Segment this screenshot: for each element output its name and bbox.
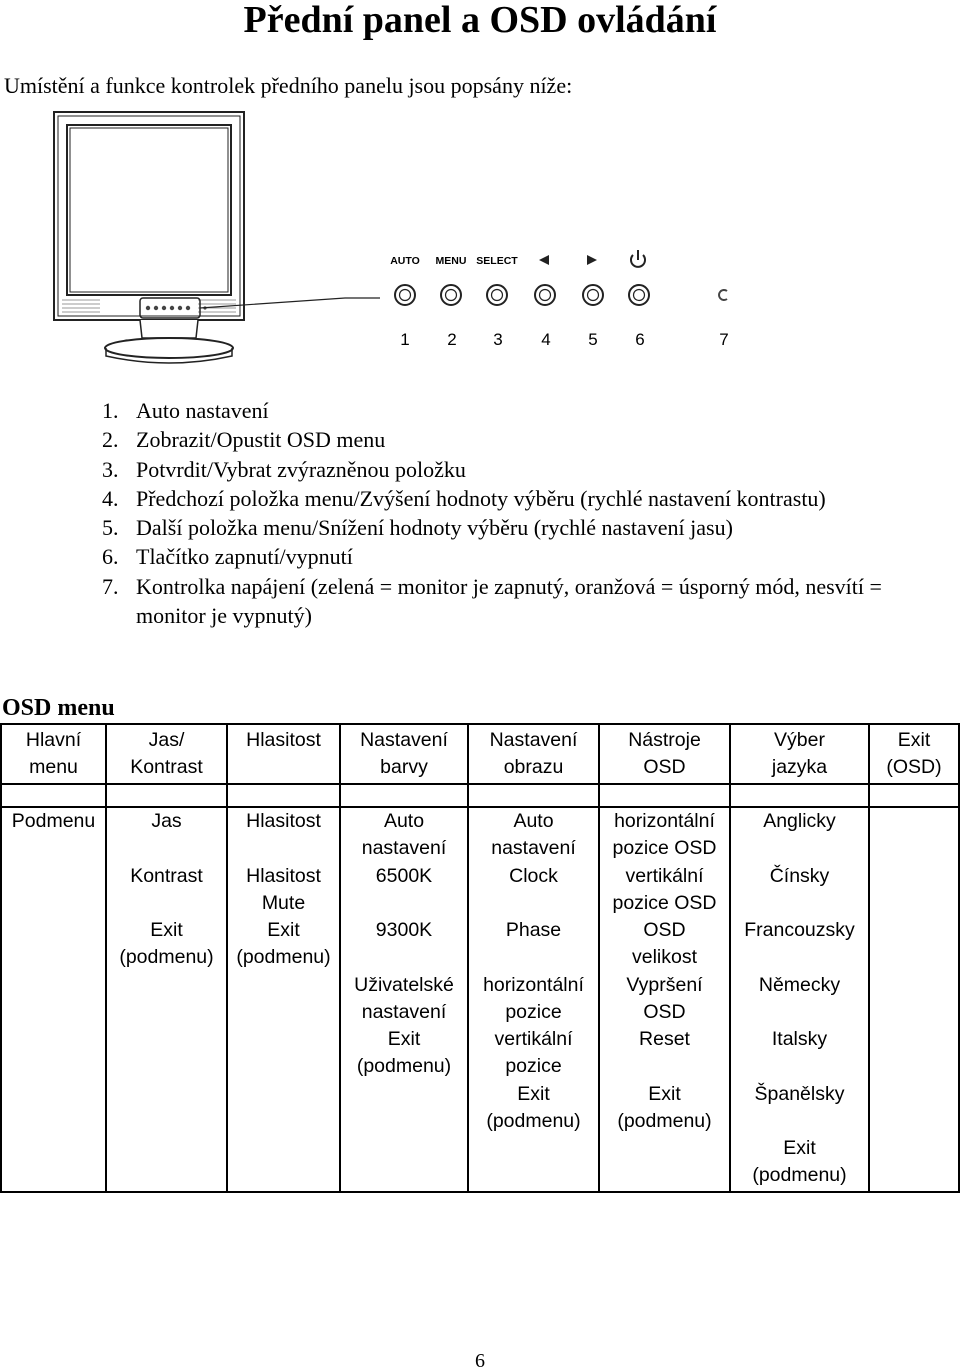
- table-cell: [106, 1135, 227, 1192]
- table-cell: [106, 1026, 227, 1081]
- table-row: [1, 863, 959, 918]
- power-icon: [631, 250, 645, 267]
- button-legend: [100, 396, 940, 630]
- cell-text: Clock: [509, 864, 558, 887]
- cell-text: Francouzsky: [744, 919, 855, 941]
- table-cell: [599, 863, 730, 918]
- cell-text: 9300K: [375, 919, 433, 941]
- table-cell: [869, 917, 959, 972]
- cell-text: Kontrast: [130, 756, 203, 778]
- table-cell: [227, 724, 340, 784]
- menu-label: MENU: [435, 255, 467, 267]
- table-cell: [468, 972, 599, 1027]
- table-cell: [730, 972, 869, 1027]
- table-cell: [869, 863, 959, 918]
- legend-item: [100, 425, 940, 454]
- table-cell: [599, 1081, 730, 1136]
- cell-text: 6500K: [375, 864, 433, 887]
- left-button[interactable]: [535, 285, 555, 305]
- legend-text: Potvrdit/Vybrat zvýrazněnou položku: [136, 456, 466, 482]
- cell-text: Hlavní: [25, 729, 82, 751]
- table-cell: [869, 972, 959, 1027]
- legend-number: 1.: [102, 398, 119, 423]
- legend-item: [100, 455, 940, 484]
- button-number: 6: [635, 330, 645, 349]
- table-cell: [1, 972, 106, 1027]
- table-cell: [869, 724, 959, 784]
- select-button[interactable]: [487, 285, 507, 305]
- table-cell: [730, 784, 869, 807]
- table-cell: [227, 917, 340, 972]
- cell-text: Vypršení: [626, 973, 703, 996]
- table-cell: [468, 917, 599, 972]
- legend-number: 7.: [102, 573, 119, 599]
- table-cell: [1, 724, 106, 784]
- table-row: [1, 807, 959, 863]
- cell-text: (podmenu): [356, 1055, 452, 1077]
- table-cell: [106, 784, 227, 807]
- table-cell: [730, 863, 869, 918]
- legend-text: Kontrolka napájení (zelená = monitor je zapnutý, oranžová = úsporný mód, nesvítí = monitor je vypnutý): [136, 573, 882, 629]
- table-cell: [340, 1135, 468, 1192]
- cell-text: Uživatelské: [354, 973, 454, 996]
- cell-text: pozice OSD: [612, 837, 717, 859]
- cell-text: OSD: [643, 756, 686, 778]
- table-cell: [1, 1026, 106, 1081]
- legend-number: 3.: [102, 456, 119, 482]
- table-cell: [869, 807, 959, 863]
- cell-text: Hlasitost: [246, 810, 321, 832]
- cell-text: Exit: [267, 919, 300, 941]
- right-arrow-icon: [587, 255, 597, 265]
- table-cell: [340, 784, 468, 807]
- table-cell: [599, 1026, 730, 1081]
- legend-number: 2.: [102, 427, 119, 453]
- cell-text: nastavení: [361, 1000, 447, 1023]
- cell-text: Phase: [505, 919, 562, 941]
- cell-text: vertikální: [625, 864, 704, 887]
- monitor-illustration: [54, 112, 244, 363]
- table-row: [1, 1081, 959, 1136]
- legend-item: [100, 572, 940, 631]
- legend-text: Auto nastavení: [136, 398, 269, 423]
- cell-text: Exit: [387, 1028, 421, 1050]
- table-cell: [599, 807, 730, 863]
- table-cell: [1, 917, 106, 972]
- cell-text: Exit: [783, 1137, 816, 1159]
- cell-text: Jas/: [148, 729, 185, 751]
- right-button[interactable]: [583, 285, 603, 305]
- cell-text: OSD: [643, 1000, 686, 1023]
- table-cell: [599, 724, 730, 784]
- cell-text: horizontální: [483, 973, 584, 996]
- cell-text: pozice OSD: [612, 891, 717, 914]
- osd-menu-table: [0, 723, 960, 1193]
- cell-text: Reset: [639, 1028, 690, 1050]
- table-cell: [1, 807, 106, 863]
- table-cell: [730, 807, 869, 863]
- cell-text: Exit: [150, 919, 183, 941]
- cell-text: Výber: [774, 729, 825, 751]
- button-number: 4: [541, 330, 551, 349]
- table-cell: [468, 863, 599, 918]
- table-cell: [1, 1135, 106, 1192]
- intro-text: Umístění a funkce kontrolek předního panelu jsou popsány níže:: [4, 73, 573, 98]
- led-number: 7: [719, 330, 729, 349]
- table-cell: [1, 863, 106, 918]
- cell-text: horizontální: [614, 810, 715, 832]
- auto-label: AUTO: [390, 255, 420, 267]
- legend-item: [100, 484, 940, 513]
- cell-text: (podmenu): [617, 1109, 712, 1132]
- table-cell: [227, 784, 340, 807]
- button-panel: [390, 250, 729, 349]
- table-cell: [599, 917, 730, 972]
- cell-text: Jas: [151, 810, 182, 832]
- table-cell: [106, 807, 227, 863]
- legend-text: Zobrazit/Opustit OSD menu: [136, 427, 386, 453]
- table-cell: [468, 724, 599, 784]
- left-arrow-icon: [539, 255, 549, 265]
- table-cell: [599, 1135, 730, 1192]
- table-cell: [869, 1081, 959, 1136]
- table-cell: [869, 1135, 959, 1192]
- cell-text: Podmenu: [11, 810, 96, 832]
- table-header-row: [1, 724, 959, 784]
- power-led-icon: [719, 290, 727, 300]
- legend-number: 6.: [102, 544, 119, 570]
- cell-text: nastavení: [361, 837, 447, 859]
- cell-text: pozice: [505, 1000, 562, 1023]
- cell-text: Mute: [261, 891, 306, 914]
- cell-text: obrazu: [503, 756, 564, 778]
- table-cell: [340, 724, 468, 784]
- legend-text: Další položka menu/Snížení hodnoty výběru (rychlé nastavení jasu): [136, 515, 733, 541]
- legend-number: 4.: [102, 485, 119, 511]
- menu-button[interactable]: [441, 285, 461, 305]
- cell-text: Anglicky: [763, 810, 836, 832]
- table-cell: [340, 807, 468, 863]
- table-cell: [1, 1081, 106, 1136]
- table-cell: [340, 1081, 468, 1136]
- cell-text: jazyka: [771, 756, 828, 778]
- table-cell: [106, 917, 227, 972]
- cell-text: Nastavení: [360, 729, 448, 751]
- table-cell: [730, 1135, 869, 1192]
- cell-text: Nástroje: [628, 729, 701, 751]
- table-cell: [468, 1081, 599, 1136]
- page-number: 6: [475, 1350, 485, 1372]
- button-number: 1: [400, 330, 410, 349]
- cell-text: OSD: [643, 919, 686, 941]
- panel-buttons: [395, 285, 649, 305]
- table-cell: [227, 1135, 340, 1192]
- cell-text: menu: [29, 756, 78, 778]
- cell-text: Nastavení: [489, 729, 578, 751]
- table-cell: [106, 1081, 227, 1136]
- cell-text: velikost: [631, 946, 698, 968]
- table-cell: [468, 1135, 599, 1192]
- legend-text: Předchozí položka menu/Zvýšení hodnoty výběru (rychlé nastavení kontrastu): [136, 485, 826, 511]
- table-cell: [106, 724, 227, 784]
- table-row: [1, 972, 959, 1027]
- button-numbers: [400, 330, 728, 349]
- auto-button[interactable]: [395, 285, 415, 305]
- table-row: [1, 1026, 959, 1081]
- cell-text: Auto: [383, 810, 425, 832]
- legend-item: [100, 513, 940, 542]
- legend-number: 5.: [102, 515, 119, 541]
- legend-item: [100, 396, 940, 425]
- table-cell: [227, 1081, 340, 1136]
- front-panel-figure: [0, 100, 960, 400]
- table-cell: [468, 1026, 599, 1081]
- legend-item: [100, 542, 940, 571]
- cell-text: barvy: [380, 756, 428, 778]
- table-spacer-row: [1, 784, 959, 807]
- cell-text: (podmenu): [236, 946, 331, 968]
- legend-text: Tlačítko zapnutí/vypnutí: [136, 544, 353, 570]
- button-number: 2: [447, 330, 457, 349]
- button-number: 3: [493, 330, 503, 349]
- cell-text: (podmenu): [752, 1164, 847, 1186]
- cell-text: Hlasitost: [246, 864, 321, 887]
- table-cell: [227, 863, 340, 918]
- table-cell: [730, 1026, 869, 1081]
- cell-text: Auto: [513, 810, 554, 832]
- table-cell: [227, 972, 340, 1027]
- cell-text: pozice: [505, 1055, 562, 1077]
- table-cell: [730, 724, 869, 784]
- cell-text: Exit: [648, 1082, 681, 1105]
- osd-heading: OSD menu: [2, 695, 115, 721]
- table-cell: [106, 863, 227, 918]
- table-cell: [227, 1026, 340, 1081]
- cell-text: Čínsky: [769, 864, 830, 887]
- table-cell: [340, 1026, 468, 1081]
- cell-text: nastavení: [491, 837, 576, 859]
- table-row: [1, 917, 959, 972]
- table-cell: [227, 807, 340, 863]
- table-cell: [869, 784, 959, 807]
- cell-text: Německy: [758, 973, 841, 996]
- cell-text: (OSD): [886, 756, 942, 778]
- button-number: 5: [588, 330, 598, 349]
- cell-text: Exit: [897, 729, 931, 751]
- page-title: Přední panel a OSD ovládání: [243, 0, 717, 41]
- table-cell: [1, 784, 106, 807]
- table-cell: [599, 784, 730, 807]
- cell-text: Hlasitost: [246, 729, 321, 751]
- select-label: SELECT: [476, 255, 518, 267]
- table-cell: [106, 972, 227, 1027]
- table-cell: [730, 917, 869, 972]
- cell-text: vertikální: [494, 1028, 573, 1050]
- table-cell: [340, 863, 468, 918]
- table-cell: [468, 807, 599, 863]
- cell-text: Španělsky: [754, 1082, 845, 1105]
- table-cell: [730, 1081, 869, 1136]
- table-cell: [869, 1026, 959, 1081]
- cell-text: Italsky: [771, 1028, 828, 1050]
- table-cell: [599, 972, 730, 1027]
- power-button[interactable]: [629, 285, 649, 305]
- cell-text: Exit: [517, 1082, 550, 1105]
- cell-text: (podmenu): [486, 1109, 581, 1132]
- cell-text: Kontrast: [130, 864, 203, 887]
- table-row: [1, 1135, 959, 1192]
- table-cell: [468, 784, 599, 807]
- table-cell: [340, 917, 468, 972]
- table-cell: [340, 972, 468, 1027]
- cell-text: (podmenu): [119, 946, 214, 968]
